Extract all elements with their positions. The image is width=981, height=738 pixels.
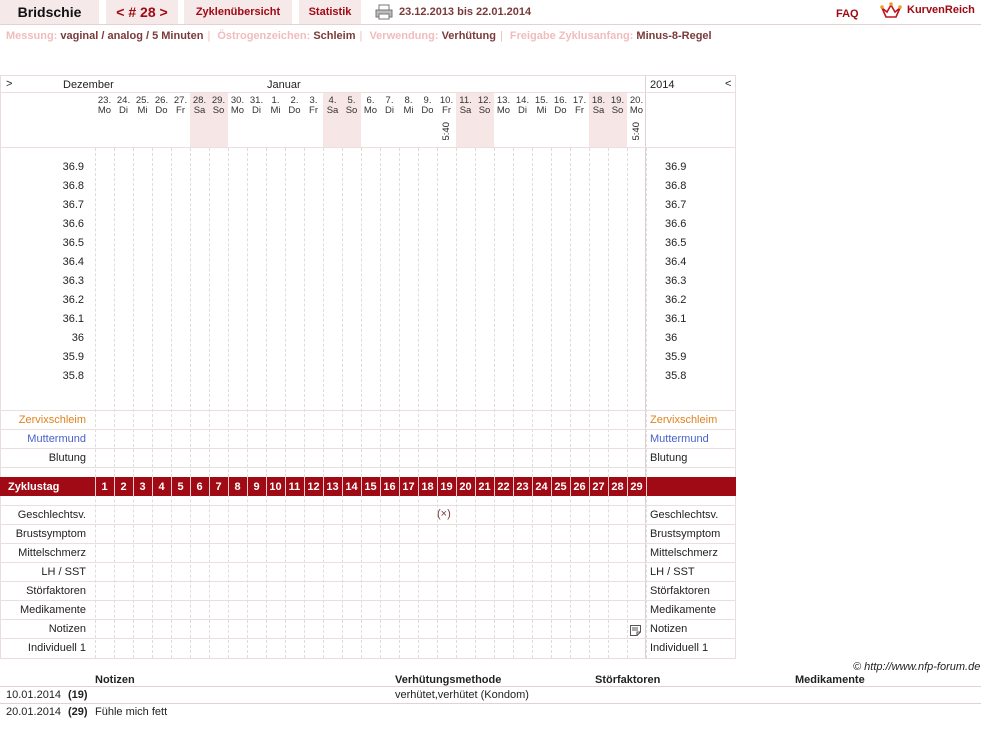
cycle-day-number[interactable]: 2	[120, 481, 127, 493]
row-label: Störfaktoren	[26, 585, 86, 597]
row-label-right: Geschlechtsv.	[650, 509, 719, 521]
temp-label-left: 36.9	[62, 161, 84, 173]
day-header[interactable]	[589, 96, 608, 116]
estrogen-label: Östrogenzeichen:	[217, 30, 311, 42]
temp-label-right: 36.5	[665, 237, 687, 249]
day-number: 26.	[154, 95, 169, 106]
measure-time: 5:40	[441, 122, 452, 141]
note-row-day: (29)	[68, 706, 88, 718]
day-header[interactable]	[247, 96, 266, 116]
usage-label: Verwendung:	[369, 30, 439, 42]
cycle-day-divider	[266, 477, 267, 496]
day-number: 19.	[610, 95, 625, 106]
cycle-day-divider	[513, 477, 514, 496]
row-label-cervical-mucus: Zervixschleim	[18, 414, 86, 426]
cycle-day-number[interactable]: 28	[611, 481, 624, 493]
note-row-text: Fühle mich fett	[95, 706, 168, 718]
grid-row	[0, 410, 736, 411]
temp-label-right: 36.9	[665, 161, 687, 173]
day-header[interactable]	[190, 96, 209, 116]
row-label-right: Mittelschmerz	[650, 547, 718, 559]
temp-label-right: 36.3	[665, 275, 687, 287]
temp-label-left: 36.4	[62, 256, 84, 268]
temp-label-right: 36	[665, 332, 678, 344]
method-header: Verhütungsmethode	[395, 674, 502, 686]
cycle-day-number[interactable]: 18	[421, 481, 434, 493]
cycle-day-divider	[133, 477, 134, 496]
cycle-day-number[interactable]: 20	[459, 481, 472, 493]
day-number: 13.	[496, 95, 511, 106]
date-range: 23.12.2013 bis 22.01.2014	[399, 6, 532, 18]
row-label-right: Brustsymptom	[650, 528, 721, 540]
cycle-day-divider	[551, 477, 552, 496]
cycle-day-number[interactable]: 6	[196, 481, 203, 493]
intercourse-marker[interactable]: (×)	[437, 508, 451, 520]
row-label-right: Individuell 1	[650, 642, 709, 654]
grid-row	[0, 562, 736, 563]
cycle-day-label: Zyklustag	[8, 481, 60, 493]
cycle-day-divider	[171, 477, 172, 496]
year-label: 2014	[650, 79, 675, 91]
cycle-day-divider	[570, 477, 571, 496]
weekday: So	[212, 105, 225, 116]
cycle-day-divider	[247, 477, 248, 496]
cycle-day-divider	[456, 477, 457, 496]
cycle-day-number[interactable]: 21	[478, 481, 491, 493]
row-label: Geschlechtsv.	[17, 509, 86, 521]
cycle-day-divider	[418, 477, 419, 496]
row-label-cervical-mucus-right: Zervixschleim	[650, 414, 718, 426]
row-label: Mittelschmerz	[18, 547, 86, 559]
weekday: Mi	[137, 105, 148, 116]
weekday: Fr	[309, 105, 318, 116]
cycle-day-divider	[304, 477, 305, 496]
day-number: 12.	[477, 95, 492, 106]
day-header[interactable]	[95, 96, 114, 116]
cycle-day-number[interactable]: 25	[554, 481, 567, 493]
day-header[interactable]	[399, 96, 418, 116]
day-number: 10.	[439, 95, 454, 106]
weekday: Sa	[193, 105, 206, 116]
day-number: 7.	[385, 95, 394, 106]
weekday: Mo	[496, 105, 511, 116]
measure-value: vaginal / analog / 5 Minuten	[60, 30, 204, 42]
cycle-day-number[interactable]: 1	[101, 481, 108, 493]
cycle-day-number[interactable]: 29	[630, 481, 643, 493]
weekday: Fr	[442, 105, 451, 116]
cycle-day-number[interactable]: 12	[307, 481, 320, 493]
temp-label-left: 35.8	[62, 370, 84, 382]
cycle-day-divider	[589, 477, 590, 496]
day-header[interactable]	[437, 96, 456, 116]
day-header[interactable]	[380, 96, 399, 116]
weekday: Fr	[575, 105, 584, 116]
weekday: Sa	[592, 105, 605, 116]
day-header[interactable]	[494, 96, 513, 116]
measure-time: 5:40	[631, 122, 642, 141]
day-header[interactable]	[209, 96, 228, 116]
weekday: Mo	[230, 105, 245, 116]
cycle-day-number[interactable]: 10	[269, 481, 282, 493]
weekday: So	[611, 105, 624, 116]
notes-header: Notizen	[95, 674, 135, 686]
day-header[interactable]	[627, 96, 646, 116]
day-header[interactable]	[114, 96, 133, 116]
grid-row	[0, 581, 736, 582]
cycle-day-divider	[475, 477, 476, 496]
weekday: Do	[421, 105, 434, 116]
note-row-date: 10.01.2014	[6, 689, 62, 701]
cycle-day-number[interactable]: 16	[383, 481, 396, 493]
temp-label-right: 35.8	[665, 370, 687, 382]
grid-row	[0, 147, 736, 148]
weekday: So	[478, 105, 491, 116]
cycle-day-number[interactable]: 14	[345, 481, 358, 493]
day-header[interactable]	[171, 96, 190, 116]
day-number: 6.	[366, 95, 375, 106]
day-header[interactable]	[418, 96, 437, 116]
cycle-day-divider	[342, 477, 343, 496]
cycle-day-divider	[95, 477, 96, 496]
weekday: Sa	[326, 105, 339, 116]
weekday: Di	[119, 105, 128, 116]
cycle-day-number[interactable]: 15	[364, 481, 377, 493]
temp-label-right: 35.9	[665, 351, 687, 363]
day-header[interactable]	[513, 96, 532, 116]
cycle-day-divider	[627, 477, 628, 496]
cycle-day-number[interactable]: 13	[326, 481, 339, 493]
cycle-day-number[interactable]: 22	[497, 481, 510, 493]
tab-statistics[interactable]: Statistik	[299, 0, 361, 24]
day-header[interactable]	[266, 96, 285, 116]
weekday: Di	[252, 105, 261, 116]
weekday: Di	[518, 105, 527, 116]
cycle-day-number[interactable]: 7	[215, 481, 222, 493]
release-label: Freigabe Zyklusanfang:	[509, 30, 634, 42]
day-number: 17.	[572, 95, 587, 106]
temp-label-left: 36	[71, 332, 84, 344]
row-label-right: Notizen	[650, 623, 688, 635]
day-header[interactable]	[570, 96, 589, 116]
cycle-day-number[interactable]: 4	[158, 481, 165, 493]
disturb-header: Störfaktoren	[595, 674, 661, 686]
temp-label-right: 36.4	[665, 256, 687, 268]
day-number: 14.	[515, 95, 530, 106]
print-icon[interactable]	[375, 4, 393, 20]
weekday: Do	[288, 105, 301, 116]
day-number: 27.	[173, 95, 188, 106]
temp-label-left: 36.1	[62, 313, 84, 325]
row-label: Brustsymptom	[15, 528, 86, 540]
cycle-day-number[interactable]: 3	[139, 481, 146, 493]
grid-row	[0, 543, 736, 544]
day-number: 29.	[211, 95, 226, 106]
row-label: LH / SST	[41, 566, 86, 578]
day-number: 25.	[135, 95, 150, 106]
day-number: 20.	[629, 95, 644, 106]
weekday: Mo	[97, 105, 112, 116]
day-header[interactable]	[342, 96, 361, 116]
day-number: 1.	[271, 95, 280, 106]
cycle-day-divider	[608, 477, 609, 496]
weekday: Do	[155, 105, 168, 116]
weekday: Fr	[176, 105, 185, 116]
cycle-day-number[interactable]: 26	[573, 481, 586, 493]
row-label-cervix: Muttermund	[27, 433, 86, 445]
day-header[interactable]	[285, 96, 304, 116]
day-header[interactable]	[456, 96, 475, 116]
measure-label: Messung:	[6, 30, 58, 42]
cycle-day-number[interactable]: 24	[535, 481, 548, 493]
cycle-nav-button[interactable]: < # 28 >	[106, 0, 178, 24]
weekday: Mo	[363, 105, 378, 116]
brand-name[interactable]: KurvenReich	[907, 4, 975, 16]
cycle-day-number[interactable]: 9	[253, 481, 260, 493]
day-header[interactable]	[475, 96, 494, 116]
row-label-cervix-right: Muttermund	[650, 433, 709, 445]
weekday: Mi	[403, 105, 414, 116]
day-number: 9.	[423, 95, 432, 106]
day-header[interactable]	[361, 96, 380, 116]
grid-row	[0, 600, 736, 601]
day-number: 31.	[249, 95, 264, 106]
meds-header: Medikamente	[795, 674, 865, 686]
temp-label-right: 36.6	[665, 218, 687, 230]
cycle-day-divider	[209, 477, 210, 496]
day-number: 11.	[459, 95, 472, 106]
cycle-day-number[interactable]: 17	[402, 481, 415, 493]
day-number: 24.	[116, 95, 131, 106]
cycle-day-divider	[532, 477, 533, 496]
day-number: 5.	[347, 95, 356, 106]
temp-label-left: 36.8	[62, 180, 84, 192]
temp-label-left: 35.9	[62, 351, 84, 363]
day-number: 18.	[591, 95, 606, 106]
note-row-date: 20.01.2014	[6, 706, 62, 718]
row-label-right: LH / SST	[650, 566, 695, 578]
note-icon[interactable]	[630, 625, 641, 636]
row-label-right: Medikamente	[650, 604, 717, 616]
prev-cycle-arrow[interactable]: >	[6, 78, 13, 90]
temp-label-right: 36.8	[665, 180, 687, 192]
day-header[interactable]	[532, 96, 551, 116]
temp-label-right: 36.1	[665, 313, 687, 325]
weekday: Mo	[629, 105, 644, 116]
row-label-bleeding-right: Blutung	[650, 452, 688, 464]
settings-line: Messung: vaginal / analog / 5 Minuten | Östrogenzeichen: Schleim | Verwendung: Verhütung | Freigabe Zyklusanfang: Minus-8-Regel	[6, 30, 712, 42]
day-header[interactable]	[152, 96, 171, 116]
weekday: Sa	[459, 105, 472, 116]
temp-label-left: 36.3	[62, 275, 84, 287]
row-label-bleeding: Blutung	[48, 452, 86, 464]
day-header[interactable]	[323, 96, 342, 116]
grid-row	[0, 505, 736, 506]
month-december: Dezember	[63, 79, 114, 91]
grid-row	[0, 429, 736, 430]
row-label: Notizen	[48, 623, 86, 635]
cycle-day-divider	[437, 477, 438, 496]
note-row-method: verhütet,verhütet (Kondom)	[395, 689, 529, 701]
temp-label-left: 36.6	[62, 218, 84, 230]
cycle-day-divider	[190, 477, 191, 496]
cycle-day-divider	[399, 477, 400, 496]
cycle-chart	[0, 75, 736, 659]
grid-row	[0, 638, 736, 639]
cycle-day-number[interactable]: 27	[592, 481, 605, 493]
cycle-day-divider	[323, 477, 324, 496]
cycle-day-number[interactable]: 23	[516, 481, 529, 493]
row-label: Individuell 1	[27, 642, 86, 654]
grid-row	[0, 92, 736, 93]
day-number: 3.	[309, 95, 318, 106]
grid-row	[0, 448, 736, 449]
cycle-day-divider	[646, 477, 647, 496]
day-number: 2.	[290, 95, 299, 106]
cycle-day-divider	[114, 477, 115, 496]
day-header[interactable]	[551, 96, 570, 116]
day-header[interactable]	[228, 96, 247, 116]
weekday: Mi	[536, 105, 547, 116]
crown-logo-icon[interactable]	[880, 2, 902, 20]
tab-cycle-overview[interactable]: Zyklenübersicht	[184, 0, 292, 24]
day-number: 16.	[553, 95, 568, 106]
user-name: Bridschie	[0, 0, 99, 24]
temp-label-left: 36.7	[62, 199, 84, 211]
usage-value: Verhütung	[441, 30, 496, 42]
next-cycle-arrow[interactable]: <	[725, 78, 732, 90]
cycle-day-divider	[152, 477, 153, 496]
cycle-day-number[interactable]: 5	[177, 481, 184, 493]
day-number: 8.	[404, 95, 413, 106]
cycle-day-number[interactable]: 8	[234, 481, 241, 493]
grid-row	[0, 524, 736, 525]
estrogen-value: Schleim	[313, 30, 356, 42]
temp-label-right: 36.7	[665, 199, 687, 211]
weekday: Di	[385, 105, 394, 116]
cycle-day-number[interactable]: 11	[288, 481, 301, 493]
row-label-right: Störfaktoren	[650, 585, 710, 597]
grid-row	[0, 467, 736, 468]
temp-label-left: 36.2	[62, 294, 84, 306]
weekday: Mi	[270, 105, 281, 116]
day-number: 23.	[97, 95, 112, 106]
copyright[interactable]: © http://www.nfp-forum.de	[853, 661, 981, 673]
weekday: Do	[554, 105, 567, 116]
chart-right-divider	[645, 75, 646, 659]
day-number: 28.	[192, 95, 207, 106]
cycle-day-divider	[228, 477, 229, 496]
cycle-day-divider	[361, 477, 362, 496]
temp-label-left: 36.5	[62, 237, 84, 249]
temp-label-right: 36.2	[665, 294, 687, 306]
cycle-day-number[interactable]: 19	[440, 481, 453, 493]
cycle-day-divider	[380, 477, 381, 496]
row-label: Medikamente	[19, 604, 86, 616]
grid-row	[0, 619, 736, 620]
day-header[interactable]	[608, 96, 627, 116]
day-number: 4.	[328, 95, 337, 106]
cycle-day-divider	[285, 477, 286, 496]
faq-link[interactable]: FAQ	[836, 8, 859, 20]
month-january: Januar	[267, 79, 301, 91]
weekday: So	[345, 105, 358, 116]
day-header[interactable]	[304, 96, 323, 116]
day-number: 30.	[230, 95, 245, 106]
day-number: 15.	[534, 95, 549, 106]
release-value: Minus-8-Regel	[636, 30, 712, 42]
note-row-day: (19)	[68, 689, 88, 701]
day-header[interactable]	[133, 96, 152, 116]
cycle-day-divider	[494, 477, 495, 496]
